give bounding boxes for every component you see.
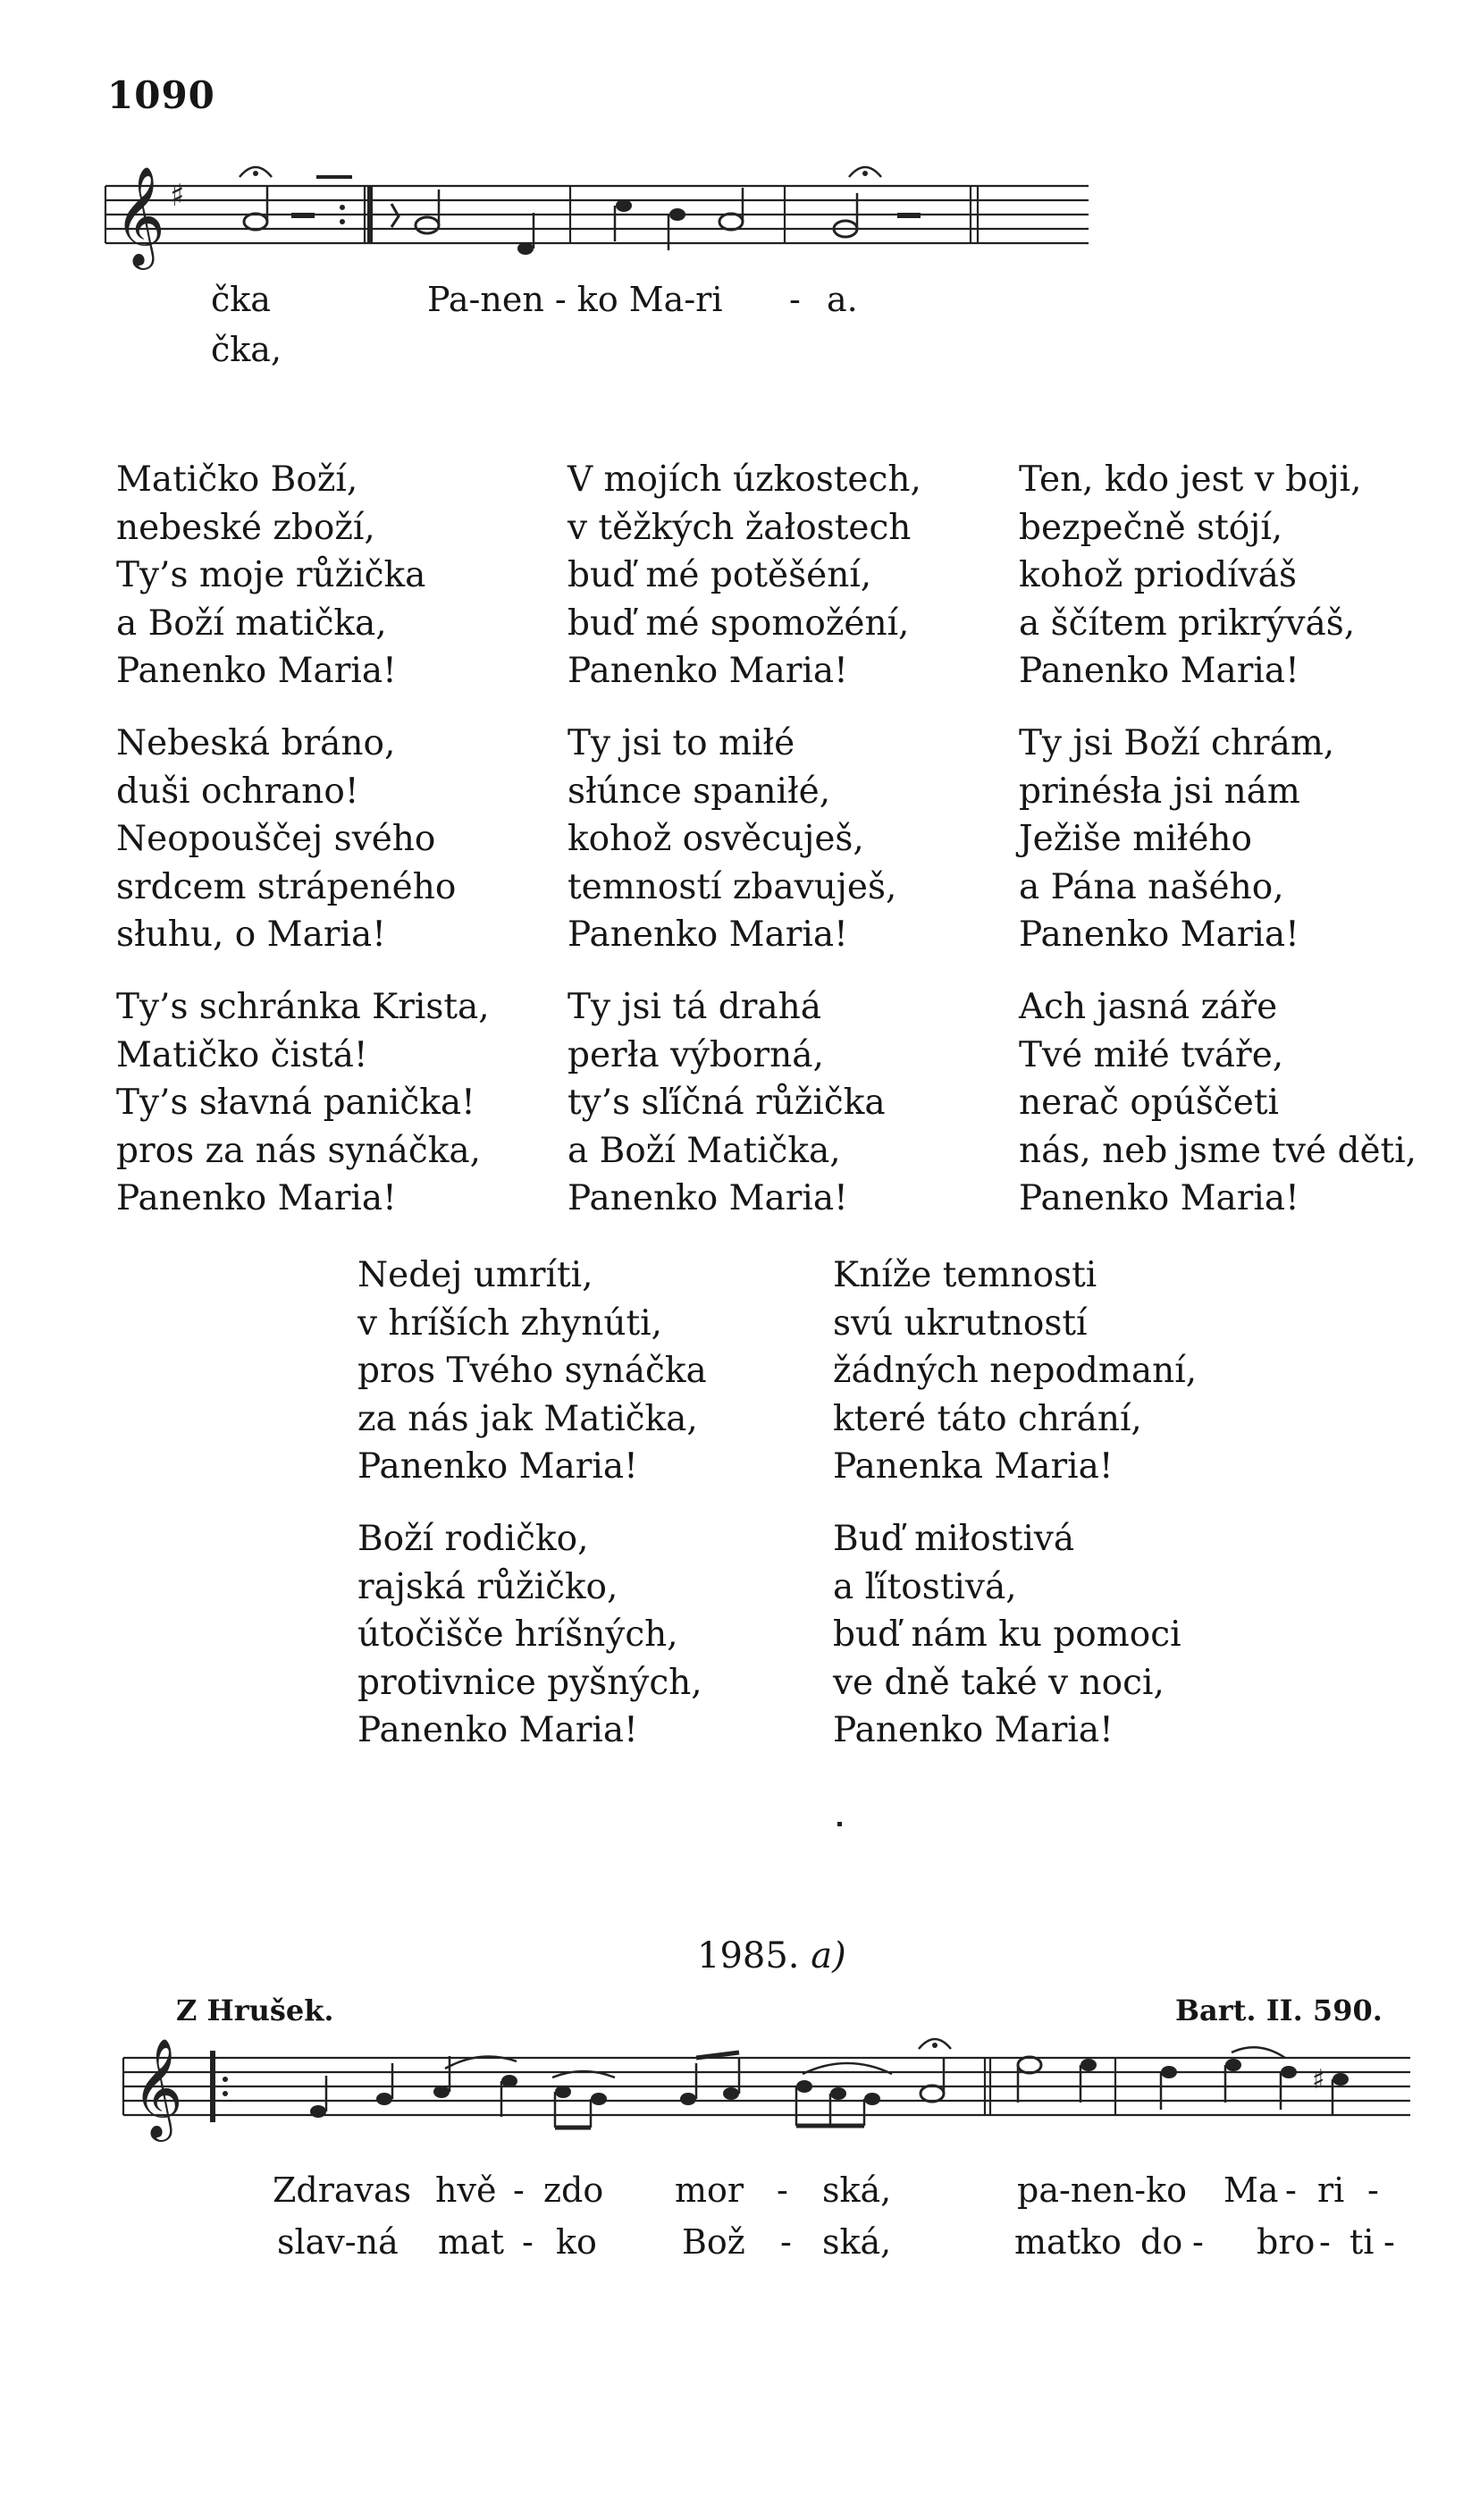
stanza-11 [833,1252,1197,1491]
song-lyric-2-5: Bož [682,2222,745,2262]
stanza-line: za nás jak Matička, [357,1398,698,1439]
song-lyric-1-9: Ma [1223,2170,1279,2210]
stanza-4 [116,720,456,959]
stanza-line: Panenko Maria! [116,1178,397,1218]
stanza-1 [116,456,425,695]
stanza-line: kohož priodíváš [1019,555,1297,595]
song-source: Bart. II. 590. [1175,1993,1383,2027]
stanza-line: Ježiše miłého [1019,819,1253,859]
stanza-line: Panenko Maria! [1019,914,1299,955]
song-lyric-2-1: slav-ná [277,2222,399,2262]
stanza-line: Ty jsi Boží chrám, [1019,723,1335,763]
stanza-line: a Boží Matička, [568,1130,841,1171]
stanza-line: Kníže temnosti [833,1255,1097,1295]
top-lyric-1b: Pa-nen - ko Ma-ri [427,280,723,319]
stanza-line: Buď miłostivá [833,1519,1075,1559]
stanza-line: Panenko Maria! [1019,651,1299,691]
stanza-line: v hríších zhynúti, [357,1302,662,1344]
stanza-line: Nebeská bráno, [116,723,396,763]
stanza-line: temností zbavuješ, [568,866,897,907]
song-lyric-1-1: Zdravas [273,2170,412,2210]
stanza-line: pros Tvého synáčka [357,1351,707,1391]
song-lyric-2-13: ti [1349,2222,1375,2262]
stanza-line: Ty jsi to miłé [568,723,795,763]
stanza-line: buď nám ku pomoci [833,1614,1181,1655]
stanza-line: srdcem strápeného [116,866,457,907]
stanza-line: a ľítostivá, [833,1566,1017,1607]
stanza-line: Matičko čistá! [116,1034,368,1075]
song-lyric-2-8: matko [1014,2222,1122,2262]
stanza-10 [357,1252,707,1491]
stanza-line: svú ukrutností [833,1302,1088,1344]
stanza-9 [1019,983,1417,1223]
page-number: 1090 [107,73,215,117]
stanza-8 [568,983,886,1223]
stanza-line: słúnce spaniłé, [568,771,831,812]
stanza-line: Nedej umríti, [357,1255,593,1295]
song-lyric-1-7: ská, [822,2170,892,2210]
song-origin: Z Hrušek. [176,1993,334,2027]
song-music-staff [123,2022,1419,2147]
stanza-line: Tvé miłé tváře, [1019,1034,1284,1075]
stanza-line: kohož osvěcuješ, [568,819,864,859]
stanza-line: Ty jsi tá drahá [568,987,821,1027]
stanza-line: nás, neb jsme tvé děti, [1019,1130,1417,1171]
print-speck [837,1822,842,1826]
stanza-line: v těžkých žałostech [568,507,912,548]
stanza-line: Panenko Maria! [116,651,397,691]
top-lyric-2a: čka, [211,330,282,369]
stanza-line: Ach jasná záře [1019,987,1278,1027]
song-lyric-2-9: do [1140,2222,1183,2262]
song-lyric-1-10: - [1285,2170,1297,2210]
stanza-line: ty’s sľíčná růžička [568,1083,886,1123]
stanza-line: Panenko Maria! [833,1710,1114,1750]
song-lyric-1-6: - [777,2170,788,2210]
song-lyric-2-6: - [780,2222,792,2262]
stanza-line: žádných nepodmaní, [833,1351,1198,1391]
song-lyric-2-10: - [1192,2222,1204,2262]
song-lyric-1-5: mor [675,2170,744,2210]
svg-text:♯: ♯ [170,178,185,214]
svg-text:𝄞: 𝄞 [132,2037,183,2137]
stanza-line: Panenko Maria! [357,1710,638,1750]
stanza-line: Panenko Maria! [568,1178,848,1218]
stanza-line: ve dně také v noci, [833,1662,1165,1703]
stanza-line: słuhu, o Maria! [116,914,386,955]
stanza-line: Panenko Maria! [1019,1178,1299,1218]
svg-text:♯: ♯ [1312,2064,1325,2095]
stanza-2 [568,456,921,695]
stanza-3 [1019,456,1362,695]
song-lyric-1-12: - [1367,2170,1379,2210]
stanza-line: a Pána našého, [1019,866,1284,907]
song-lyric-2-14: - [1383,2222,1395,2262]
stanza-13 [833,1515,1181,1755]
stanza-line: Boží rodičko, [357,1519,589,1559]
stanza-line: pros za nás synáčka, [116,1130,482,1171]
stanza-line: Matičko Boží, [116,459,358,500]
stanza-5 [568,720,896,959]
top-lyric-1a: čka [211,280,271,319]
stanza-line: rajská růžičko, [357,1566,618,1607]
stanza-line: buď mé potěšéní, [568,555,872,595]
stanza-line: bezpečně stójí, [1019,507,1283,548]
stanza-line: Panenka Maria! [833,1446,1114,1487]
stanza-line: a ščítem prikrýváš, [1019,603,1356,644]
stanza-line: Panenko Maria! [568,651,848,691]
song-number: 1985. a) [697,1935,846,1976]
stanza-line: buď mé spomožéní, [568,603,910,644]
stanza-line: Ty’s schránka Krista, [116,987,490,1027]
song-lyric-1-4: zdo [543,2170,604,2210]
stanza-line: V mojích úzkostech, [568,459,921,500]
song-lyric-2-12: - [1319,2222,1331,2262]
song-lyric-2-11: bro [1257,2222,1316,2262]
stanza-line: perła výborná, [568,1034,824,1075]
stanza-7 [116,983,490,1223]
song-lyric-1-8: pa-nen-ko [1017,2170,1187,2210]
stanza-line: Ty’s moje růžička [116,555,426,595]
song-lyric-2-2: mat [438,2222,504,2262]
stanza-line: nerač opúščeti [1019,1083,1279,1123]
stanza-line: nebeské zboží, [116,507,375,548]
stanza-line: které táto chrání, [833,1398,1142,1439]
top-lyric-1d: a. [827,280,858,319]
song-variant: a) [811,1935,846,1976]
song-lyric-2-4: ko [556,2222,597,2262]
svg-text:𝄞: 𝄞 [114,165,165,265]
stanza-12 [357,1515,702,1755]
stanza-line: a Boží matička, [116,603,387,644]
stanza-line: prinésła jsi nám [1019,771,1300,812]
song-lyric-1-2: hvě [435,2170,497,2210]
top-music-staff [105,150,1106,284]
top-lyric-1c: - [789,280,801,319]
stanza-line: Ty’s słavná panička! [116,1083,475,1123]
stanza-line: Panenko Maria! [357,1446,638,1487]
stanza-line: útočišče hríšných, [357,1614,678,1655]
song-lyric-2-3: - [522,2222,534,2262]
song-lyric-1-3: - [513,2170,525,2210]
stanza-line: Panenko Maria! [568,914,848,955]
song-lyric-1-11: ri [1317,2170,1345,2210]
stanza-line: duši ochrano! [116,771,359,812]
stanza-line: Neopouščej svého [116,819,436,859]
stanza-line: Ten, kdo jest v boji, [1019,459,1362,500]
stanza-6 [1019,720,1334,959]
song-lyric-2-7: ská, [822,2222,892,2262]
stanza-line: protivnice pyšných, [357,1662,702,1703]
